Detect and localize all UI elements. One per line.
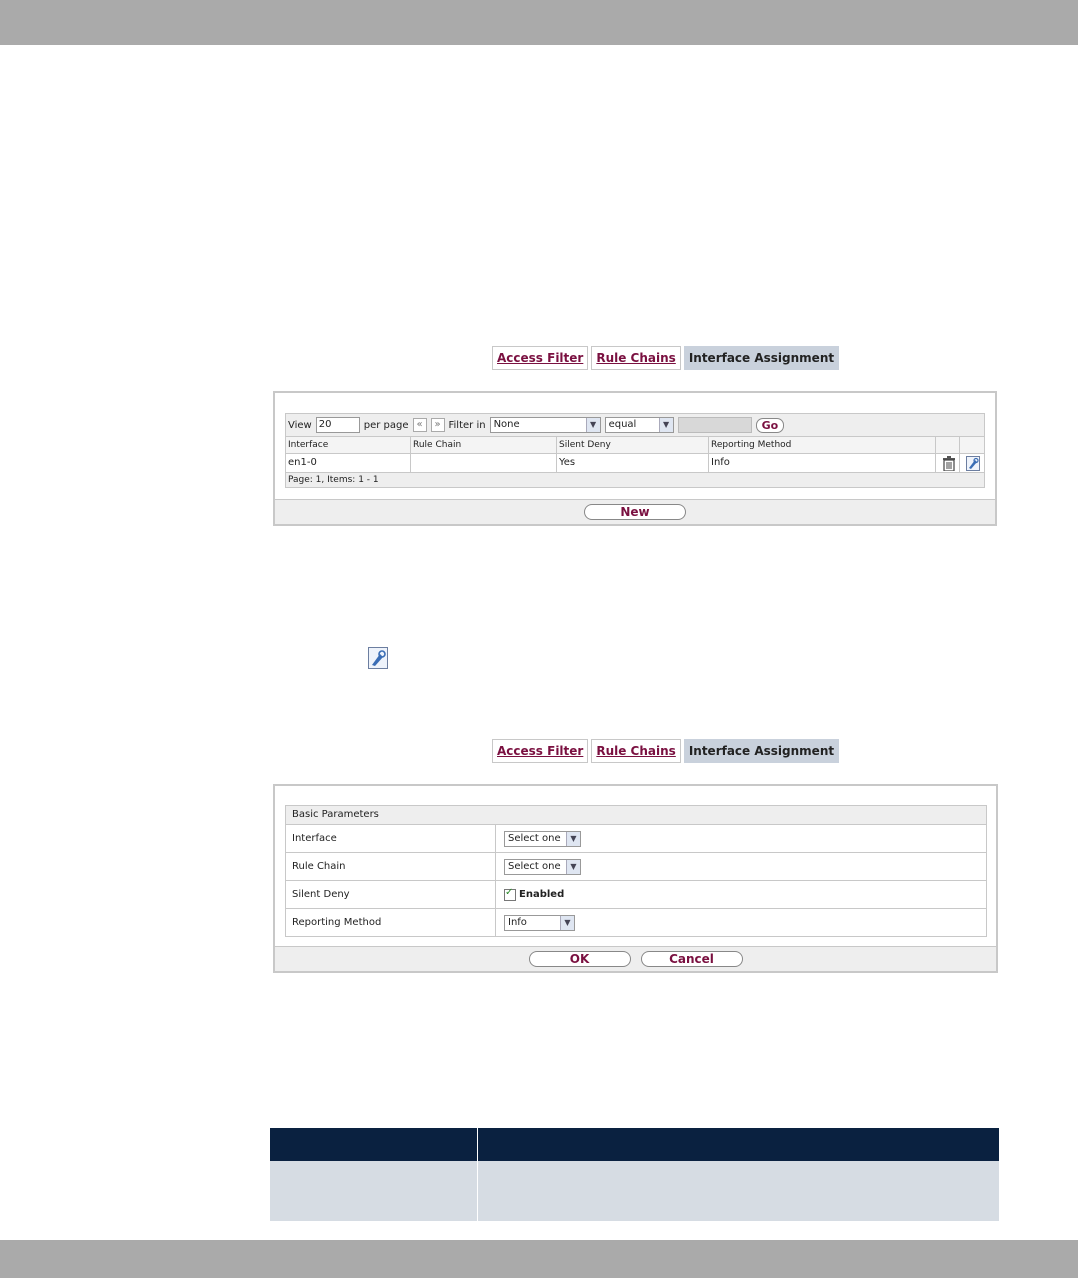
col-interface: Interface bbox=[286, 437, 411, 453]
tab-interface-assignment[interactable]: Interface Assignment bbox=[684, 346, 839, 370]
silent-deny-checkbox[interactable] bbox=[504, 889, 516, 901]
cancel-button[interactable]: Cancel bbox=[641, 951, 743, 967]
filter-operator-select[interactable] bbox=[605, 417, 674, 433]
interface-select[interactable] bbox=[504, 831, 581, 847]
filter-in-label: Filter in bbox=[448, 419, 486, 431]
reporting-method-select[interactable] bbox=[504, 915, 575, 931]
ok-button[interactable]: OK bbox=[529, 951, 631, 967]
form-row-reporting-method bbox=[286, 909, 986, 936]
per-page-label: per page bbox=[363, 419, 409, 431]
new-button[interactable]: New bbox=[584, 504, 686, 520]
cell-reporting-method: Info bbox=[709, 454, 936, 472]
cell-silent-deny: Yes bbox=[557, 454, 709, 472]
silent-deny-label: Silent Deny bbox=[286, 881, 496, 908]
trash-icon[interactable] bbox=[942, 456, 956, 471]
section-title: Basic Parameters bbox=[286, 806, 986, 825]
body-cell-2 bbox=[478, 1161, 999, 1221]
col-reporting-method: Reporting Method bbox=[709, 437, 936, 453]
table-row bbox=[270, 1161, 999, 1221]
edit-cell bbox=[960, 454, 984, 472]
tab-rule-chains[interactable]: Rule Chains bbox=[591, 346, 680, 370]
next-page-icon[interactable]: » bbox=[431, 418, 445, 432]
col-edit bbox=[960, 437, 984, 453]
list-panel-footer bbox=[275, 499, 995, 524]
tab-strip-list bbox=[492, 346, 839, 372]
filter-value-input[interactable] bbox=[678, 417, 752, 433]
rule-chain-label: Rule Chain bbox=[286, 853, 496, 880]
tab-access-filter[interactable]: Access Filter bbox=[492, 739, 588, 763]
view-label: View bbox=[288, 419, 312, 431]
form-row-interface bbox=[286, 825, 986, 853]
tab-interface-assignment[interactable]: Interface Assignment bbox=[684, 739, 839, 763]
delete-cell bbox=[936, 454, 960, 472]
tab-rule-chains[interactable]: Rule Chains bbox=[591, 739, 680, 763]
prev-page-icon[interactable]: « bbox=[413, 418, 427, 432]
reporting-method-label: Reporting Method bbox=[286, 909, 496, 936]
header-cell-1 bbox=[270, 1128, 478, 1161]
edit-icon[interactable] bbox=[966, 456, 980, 471]
col-silent-deny: Silent Deny bbox=[557, 437, 709, 453]
list-toolbar bbox=[286, 414, 984, 437]
cell-rule-chain bbox=[411, 454, 557, 472]
interface-label: Interface bbox=[286, 825, 496, 852]
filter-field-select[interactable] bbox=[490, 417, 601, 433]
list-header-row bbox=[286, 437, 984, 454]
parameter-table-header bbox=[270, 1128, 999, 1161]
view-count-input[interactable]: 20 bbox=[316, 417, 360, 433]
table-row[interactable] bbox=[286, 454, 984, 473]
tab-access-filter[interactable]: Access Filter bbox=[492, 346, 588, 370]
top-bar bbox=[0, 0, 1078, 45]
header-cell-2 bbox=[478, 1128, 999, 1161]
body-cell-1 bbox=[270, 1161, 478, 1221]
form-row-rule-chain bbox=[286, 853, 986, 881]
form-panel-footer bbox=[275, 946, 996, 971]
form-panel bbox=[273, 784, 998, 973]
reporting-method-value: Info bbox=[508, 916, 527, 928]
form-row-silent-deny bbox=[286, 881, 986, 909]
col-delete bbox=[936, 437, 960, 453]
list-panel bbox=[273, 391, 997, 526]
silent-deny-enabled-label: Enabled bbox=[519, 889, 565, 900]
bottom-bar bbox=[0, 1240, 1078, 1278]
filter-operator-value: equal bbox=[608, 419, 637, 430]
basic-parameters-form bbox=[285, 805, 987, 937]
col-rule-chain: Rule Chain bbox=[411, 437, 557, 453]
assignment-list bbox=[285, 413, 985, 488]
dropdown-arrow-icon: ▼ bbox=[586, 418, 600, 432]
dropdown-arrow-icon: ▼ bbox=[566, 832, 580, 846]
cell-interface: en1-0 bbox=[286, 454, 411, 472]
interface-select-value: Select one bbox=[508, 832, 561, 844]
dropdown-arrow-icon: ▼ bbox=[566, 860, 580, 874]
rule-chain-select-value: Select one bbox=[508, 860, 561, 872]
go-button[interactable]: Go bbox=[756, 418, 785, 433]
tab-strip-form bbox=[492, 739, 839, 765]
dropdown-arrow-icon: ▼ bbox=[659, 418, 673, 432]
parameter-table bbox=[270, 1128, 999, 1221]
dropdown-arrow-icon: ▼ bbox=[560, 916, 574, 930]
rule-chain-select[interactable] bbox=[504, 859, 581, 875]
filter-field-value: None bbox=[493, 419, 520, 430]
page-info: Page: 1, Items: 1 - 1 bbox=[286, 473, 984, 487]
edit-icon bbox=[368, 647, 388, 669]
